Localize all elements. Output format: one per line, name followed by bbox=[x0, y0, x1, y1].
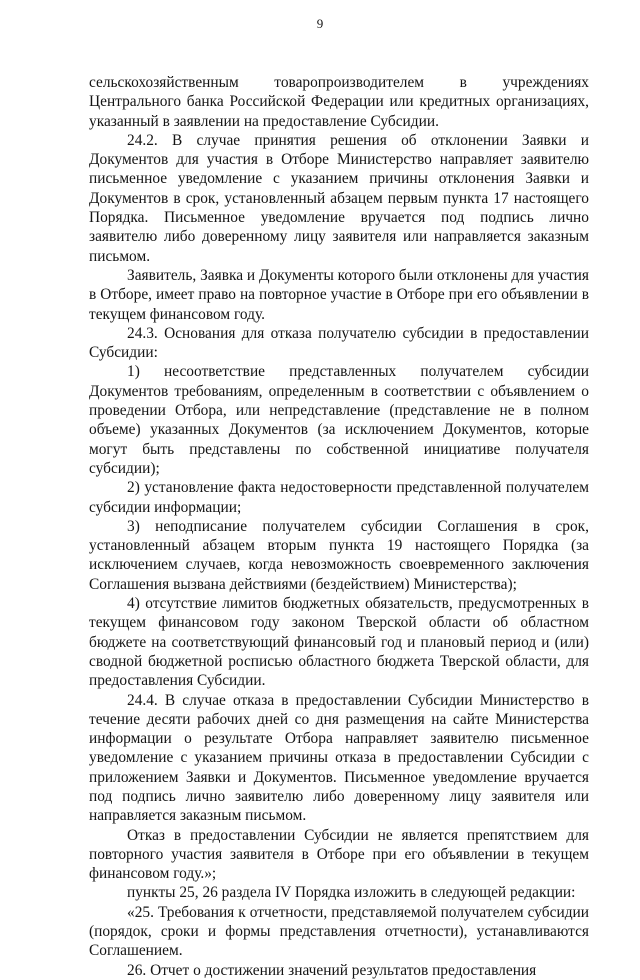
paragraph-amend-items: пункты 25, 26 раздела IV Порядка изложить в следующей редакции: bbox=[127, 884, 576, 902]
paragraph-24-4: 24.4. В случае отказа в предоставлении Субсидии Министерство в течение десяти рабочих дней со дня размещения на сайте Министерства информации о результате Отбора направляет заявителю письменное уведомление с указанием причины отказа в предоставлении Субсидии с приложением Заявки и Документов. Письменное уведомление вручается под подпись лично заявителю либо доверенному лицу заявителя или направляется заказным письмом. bbox=[89, 691, 589, 825]
page-number: 9 bbox=[316, 16, 324, 31]
paragraph-24-2: 24.2. В случае принятия решения об отклонении Заявки и Документов для участия в Отборе Министерство направляет заявителю письменное уведомление с указанием причины отклонения Заявки и Документов в срок, установленный абзацем первым пункта 17 настоящего Порядка. Письменное уведомление вручается под подпись лично заявителю либо доверенному лицу заявителя или направляется заказным письмом. bbox=[89, 131, 589, 265]
document-body bbox=[89, 73, 589, 980]
paragraph-continuation: сельскохозяйственным товаропроизводителем в учреждениях Центрального банка Российской Федерации или кредитных организациях, указанный в заявлении на предоставление Субсидии. bbox=[89, 74, 589, 130]
paragraph-24-3: 24.3. Основания для отказа получателю субсидии в предоставлении Субсидии: bbox=[89, 324, 589, 362]
list-item-2: 2) установление факта недостоверности представленной получателем субсидии информации; bbox=[89, 479, 589, 516]
paragraph-refusal-not-obstacle: Отказ в предоставлении Субсидии не является препятствием для повторного участия заявителя в Отборе при его объявлении в текущем финансовом году.»; bbox=[89, 826, 589, 883]
list-item-3: 3) неподписание получателем субсидии Соглашения в срок, установленный абзацем вторым пункта 19 настоящего Порядка (за исключением случаев, когда невозможность своевременного заключения Соглашения вызвана действиями (бездействием) Министерства); bbox=[89, 517, 589, 593]
paragraph-26: 26. Отчет о достижении значений результатов предоставления bbox=[127, 961, 537, 979]
list-item-4: 4) отсутствие лимитов бюджетных обязательств, предусмотренных в текущем финансовом году законом Тверской области об областном бюджете на соответствующий финансовый год и плановый период и (или) сводной бюджетной росписью областного бюджета Тверской области, для предоставления Субсидии. bbox=[89, 595, 589, 690]
paragraph-rejected-applicant: Заявитель, Заявка и Документы которого были отклонены для участия в Отборе, имеет право на повторное участие в Отборе при его объявлении в текущем финансовом году. bbox=[89, 266, 589, 323]
list-item-1: 1) несоответствие представленных получателем субсидии Документов требованиям, определенным в соответствии с объявлением о проведении Отбора, или непредставление (представление не в полном объеме) указанных Документов (за исключением Документов, которые могут быть представлены по собственной инициативе получателя субсидии); bbox=[89, 363, 589, 477]
paragraph-25: «25. Требования к отчетности, представляемой получателем субсидии (порядок, сроки и формы представления отчетности), устанавливаются Соглашением. bbox=[89, 903, 589, 960]
